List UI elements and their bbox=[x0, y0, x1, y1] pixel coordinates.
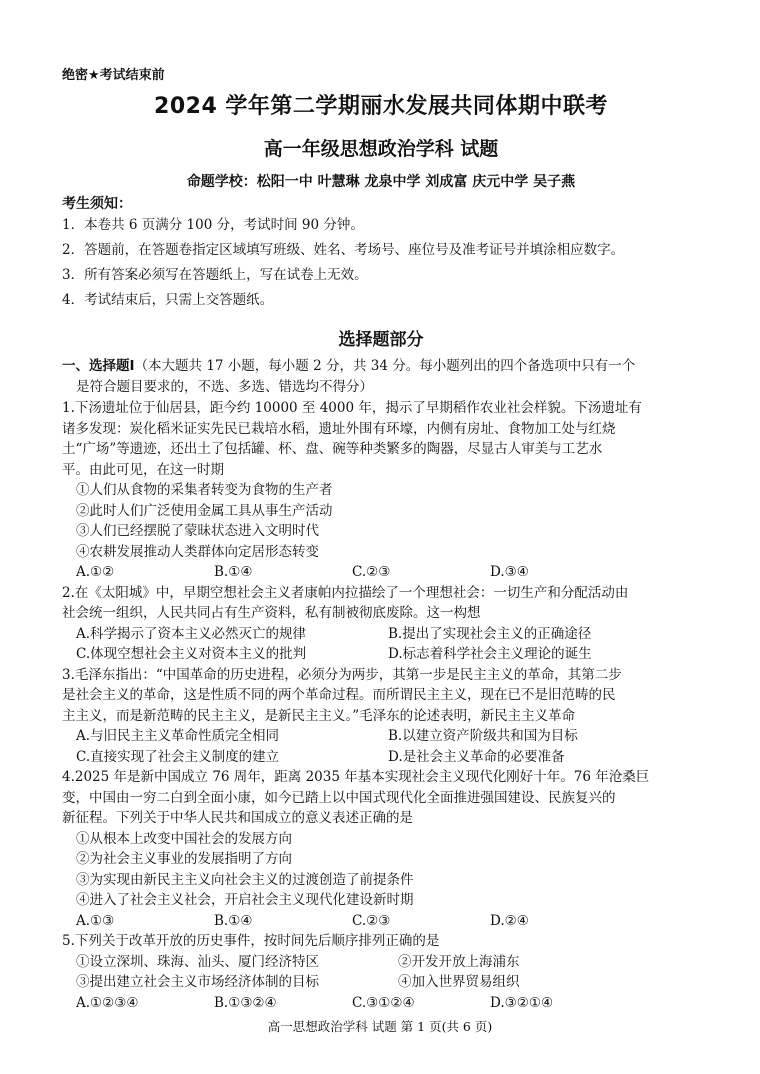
stem-line: 主主义，而是新范畴的民主主义，是新民主主义。”毛泽东的论述表明，新民主主义革命 bbox=[62, 707, 576, 724]
answer-options bbox=[62, 644, 700, 665]
notice-item: 2．答题前，在答题卷指定区域填写班级、姓名、考场号、座位号及准考证号并填涂相应数字。 bbox=[62, 242, 625, 258]
option-b: B.①④ bbox=[214, 912, 253, 929]
question-stem bbox=[62, 767, 700, 829]
stem-line: 社会统一组织，人民共同占有生产资料，私有制被彻底废除。这一构想 bbox=[62, 605, 481, 621]
option-c: C.直接实现了社会主义制度的建立 bbox=[76, 748, 280, 765]
part-desc-cont: 是符合题目要求的，不选、多选、错选均不得分） bbox=[76, 379, 373, 395]
question-4 bbox=[62, 767, 700, 931]
statement-pair bbox=[62, 952, 700, 973]
stem-line: 4.2025 年是新中国成立 76 周年，距离 2035 年基本实现社会主义现代化刚好十年。76 年沧桑巨 bbox=[62, 769, 650, 785]
stem-line: 5.下列关于改革开放的历史事件，按时间先后顺序排列正确的是 bbox=[62, 933, 440, 949]
answer-options bbox=[62, 726, 700, 747]
option-a: A.①③ bbox=[76, 912, 115, 929]
statement-item: ①人们从食物的采集者转变为食物的生产者 bbox=[76, 482, 333, 498]
statement-item: ②为社会主义事业的发展指明了方向 bbox=[76, 851, 292, 867]
answer-options bbox=[62, 747, 700, 768]
option-c: C.③①②④ bbox=[352, 994, 415, 1011]
stem-line: 土“广场”等遗迹，还出土了包括罐、杯、盘、碗等种类繁多的陶器，尽显古人审美与工艺水 bbox=[62, 441, 603, 457]
statement-item: ①从根本上改变中国社会的发展方向 bbox=[76, 830, 292, 847]
page-footer: 高一思想政治学科 试题 第 1 页(共 6 页) bbox=[267, 1019, 493, 1034]
option-b: B.①④ bbox=[214, 564, 253, 580]
option-a: A.与旧民主主义革命性质完全相同 bbox=[76, 728, 280, 744]
notice-item: 3．所有答案必须写在答题纸上，写在试卷上无效。 bbox=[62, 267, 368, 283]
notice-title: 考生须知： bbox=[62, 196, 132, 212]
question-1 bbox=[62, 398, 700, 583]
option-a: A.科学揭示了资本主义必然灭亡的规律 bbox=[76, 625, 307, 642]
option-c: C.体现空想社会主义对资本主义的批判 bbox=[76, 646, 307, 662]
option-a: A.①②③④ bbox=[76, 994, 139, 1011]
answer-options bbox=[62, 911, 700, 932]
part-heading: 一、选择题Ⅰ bbox=[62, 358, 135, 374]
stem-line: 平。由此可见，在这一时期 bbox=[62, 461, 224, 478]
notice-item: 1．本卷共 6 页满分 100 分，考试时间 90 分钟。 bbox=[62, 217, 364, 233]
section-title: 选择题部分 bbox=[338, 330, 424, 350]
option-d: D.是社会主义革命的必要准备 bbox=[388, 748, 565, 765]
stem-line: 新征程。下列关于中华人民共和国成立的意义表述正确的是 bbox=[62, 810, 413, 826]
question-stem bbox=[62, 583, 700, 624]
option-b: B.提出了实现社会主义的正确途径 bbox=[388, 625, 592, 642]
option-d: D.③④ bbox=[490, 564, 529, 580]
option-b: B.①③②④ bbox=[214, 994, 277, 1011]
option-a: A.①② bbox=[76, 564, 115, 580]
option-c: C.②③ bbox=[352, 912, 391, 929]
statement-pair bbox=[62, 972, 700, 993]
answer-options bbox=[62, 562, 700, 583]
statement-item: ④加入世界贸易组织 bbox=[398, 974, 520, 990]
question-3 bbox=[62, 665, 700, 768]
question-5 bbox=[62, 931, 700, 1013]
stem-line: 变，中国由一穷二白到全面小康，如今已踏上以中国式现代化全面推进强国建设、民族复兴的 bbox=[62, 789, 616, 806]
secret-label: 绝密★考试结束前 bbox=[62, 68, 165, 83]
option-d: D.标志着科学社会主义理论的诞生 bbox=[388, 646, 592, 662]
notice-item: 4．考试结束后，只需上交答题纸。 bbox=[62, 292, 274, 308]
statement-item: ③为实现由新民主主义向社会主义的过渡创造了前提条件 bbox=[76, 871, 414, 888]
exam-title: 2024 学年第二学期丽水发展共同体期中联考 bbox=[154, 94, 608, 119]
statement-item: ③提出建立社会主义市场经济体制的目标 bbox=[76, 974, 319, 990]
stem-line: 是社会主义的革命，这是性质不同的两个革命过程。而所谓民主主义，现在已不是旧范畴的民 bbox=[62, 687, 616, 703]
question-2 bbox=[62, 583, 700, 665]
statement-item: ③人们已经摆脱了蒙昧状态进入文明时代 bbox=[76, 523, 319, 539]
statement-item: ①设立深圳、珠海、汕头、厦门经济特区 bbox=[76, 953, 319, 970]
option-b: B.以建立资产阶级共和国为目标 bbox=[388, 728, 578, 744]
part-desc: （本大题共 17 小题，每小题 2 分，共 34 分。每小题列出的四个备选项中只有一个 bbox=[134, 358, 636, 374]
statement-item: ④进入了社会主义社会，开启社会主义现代化建设新时期 bbox=[76, 892, 414, 908]
stem-line: 3.毛泽东指出：“中国革命的历史进程，必须分为两步，其第一步是民主主义的革命，其第二步 bbox=[62, 666, 622, 683]
author-line: 命题学校：松阳一中 叶慧琳 龙泉中学 刘成富 庆元中学 吴子燕 bbox=[186, 174, 576, 190]
option-d: D.③②①④ bbox=[490, 994, 554, 1011]
part-instructions bbox=[62, 356, 700, 398]
statement-item: ②开发开放上海浦东 bbox=[398, 953, 520, 970]
statement-item: ②此时人们广泛使用金属工具从事生产活动 bbox=[76, 502, 333, 519]
stem-line: 1.下汤遗址位于仙居县，距今约 10000 至 4000 年，揭示了早期稻作农业社会样貌。下汤遗址有 bbox=[62, 400, 642, 416]
option-d: D.②④ bbox=[490, 912, 529, 929]
stem-line: 诸多发现：炭化稻米证实先民已栽培水稻，遗址外围有环壕，内侧有房址、食物加工处与红烧 bbox=[62, 420, 616, 437]
question-stem bbox=[62, 665, 700, 727]
answer-options bbox=[62, 624, 700, 645]
option-c: C.②③ bbox=[352, 564, 391, 580]
stem-line: 2.在《太阳城》中，早期空想社会主义者康帕内拉描绘了一个理想社会：一切生产和分配活动由 bbox=[62, 584, 629, 601]
question-stem bbox=[62, 931, 700, 952]
statement-item: ④农耕发展推动人类群体向定居形态转变 bbox=[76, 543, 319, 560]
answer-options bbox=[62, 993, 700, 1014]
question-stem bbox=[62, 398, 700, 480]
exam-subtitle: 高一年级思想政治学科 试题 bbox=[263, 138, 499, 160]
